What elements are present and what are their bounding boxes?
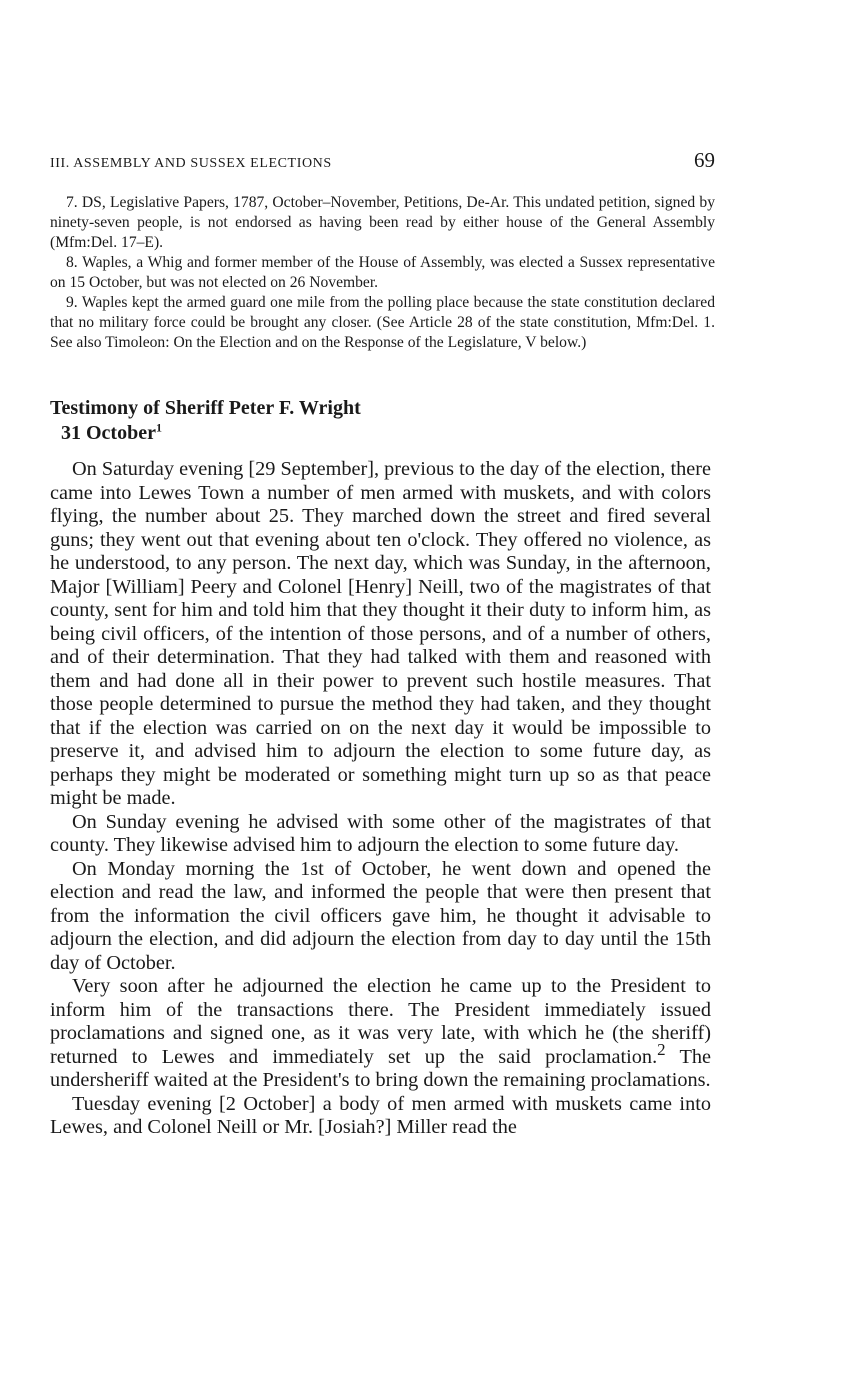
- paragraph-text: The undersheriff waited at the President's to bring down the remaining proclamations.: [50, 1045, 711, 1091]
- testimony-body: [50, 458, 711, 1140]
- heading-date: [50, 421, 361, 446]
- document-heading: [50, 396, 361, 446]
- paragraph: On Saturday evening [29 September], previous to the day of the election, there came into Lewes Town a number of men armed with muskets, and with colors flying, the number about 25. They marched down the street and fired several guns; they went out that evening about ten o'clock. They offered no violence, as he understood, to any person. The next day, which was Sunday, in the afternoon, Major [William] Peery and Colonel [Henry] Neill, two of the magistrates of that county, sent for him and told him that they thought it their duty to inform him, as being civil officers, of the intention of those persons, and of a number of others, and of their determination. That they had talked with them and reasoned with them and had done all in their power to prevent such hostile measures. That those people determined to pursue the method they had taken, and they thought that if the election was carried on on the next day it would be impossible to preserve it, and advised him to adjourn the election to some future day, as perhaps they might be moderated or something might turn up so as that peace might be made.: [50, 458, 711, 809]
- paragraph: On Monday morning the 1st of October, he went down and opened the election and read the law, and informed the people that were then present that from the information the civil officers gave him, he thought it advisable to adjourn the election, and did adjourn the election from day to day until the 15th day of October.: [50, 857, 711, 974]
- footnote-marker: 1: [155, 420, 162, 435]
- heading-date-text: 31 October: [61, 422, 156, 444]
- running-head-title: III. ASSEMBLY AND SUSSEX ELECTIONS: [50, 156, 332, 171]
- paragraph-text: Very soon after he adjourned the election he came up to the President to inform him of the transactions there. The President immediately issued proclamations and signed one, as it was very late, with which he (the sheriff) returned to Lewes and immediately set up the said proclamation.: [50, 975, 711, 1068]
- footnote-marker: 2: [657, 1039, 666, 1059]
- page-number: 69: [694, 148, 715, 172]
- paragraph: [50, 975, 711, 1093]
- running-head: [50, 148, 715, 173]
- heading-title: Testimony of Sheriff Peter F. Wright: [50, 397, 361, 419]
- note-7: 7. DS, Legislative Papers, 1787, October–November, Petitions, De-Ar. This undated petition, signed by ninety-seven people, is not endorsed as having been read by either house of the General Assembly (Mfm:Del. 17–E).: [50, 194, 715, 251]
- paragraph: On Sunday evening he advised with some other of the magistrates of that county. They likewise advised him to adjourn the election to some future day.: [50, 810, 711, 856]
- endnotes: [50, 193, 715, 353]
- note-8: 8. Waples, a Whig and former member of the House of Assembly, was elected a Sussex representative on 15 October, but was not elected on 26 November.: [50, 254, 715, 291]
- paragraph: Tuesday evening [2 October] a body of men armed with muskets came into Lewes, and Colonel Neill or Mr. [Josiah?] Miller read the: [50, 1092, 711, 1138]
- note-9: 9. Waples kept the armed guard one mile from the polling place because the state constitution declared that no military force could be brought any closer. (See Article 28 of the state constitution, Mfm:Del. 1. See also Timoleon: On the Election and on the Response of the Legislature, V below.): [50, 294, 715, 351]
